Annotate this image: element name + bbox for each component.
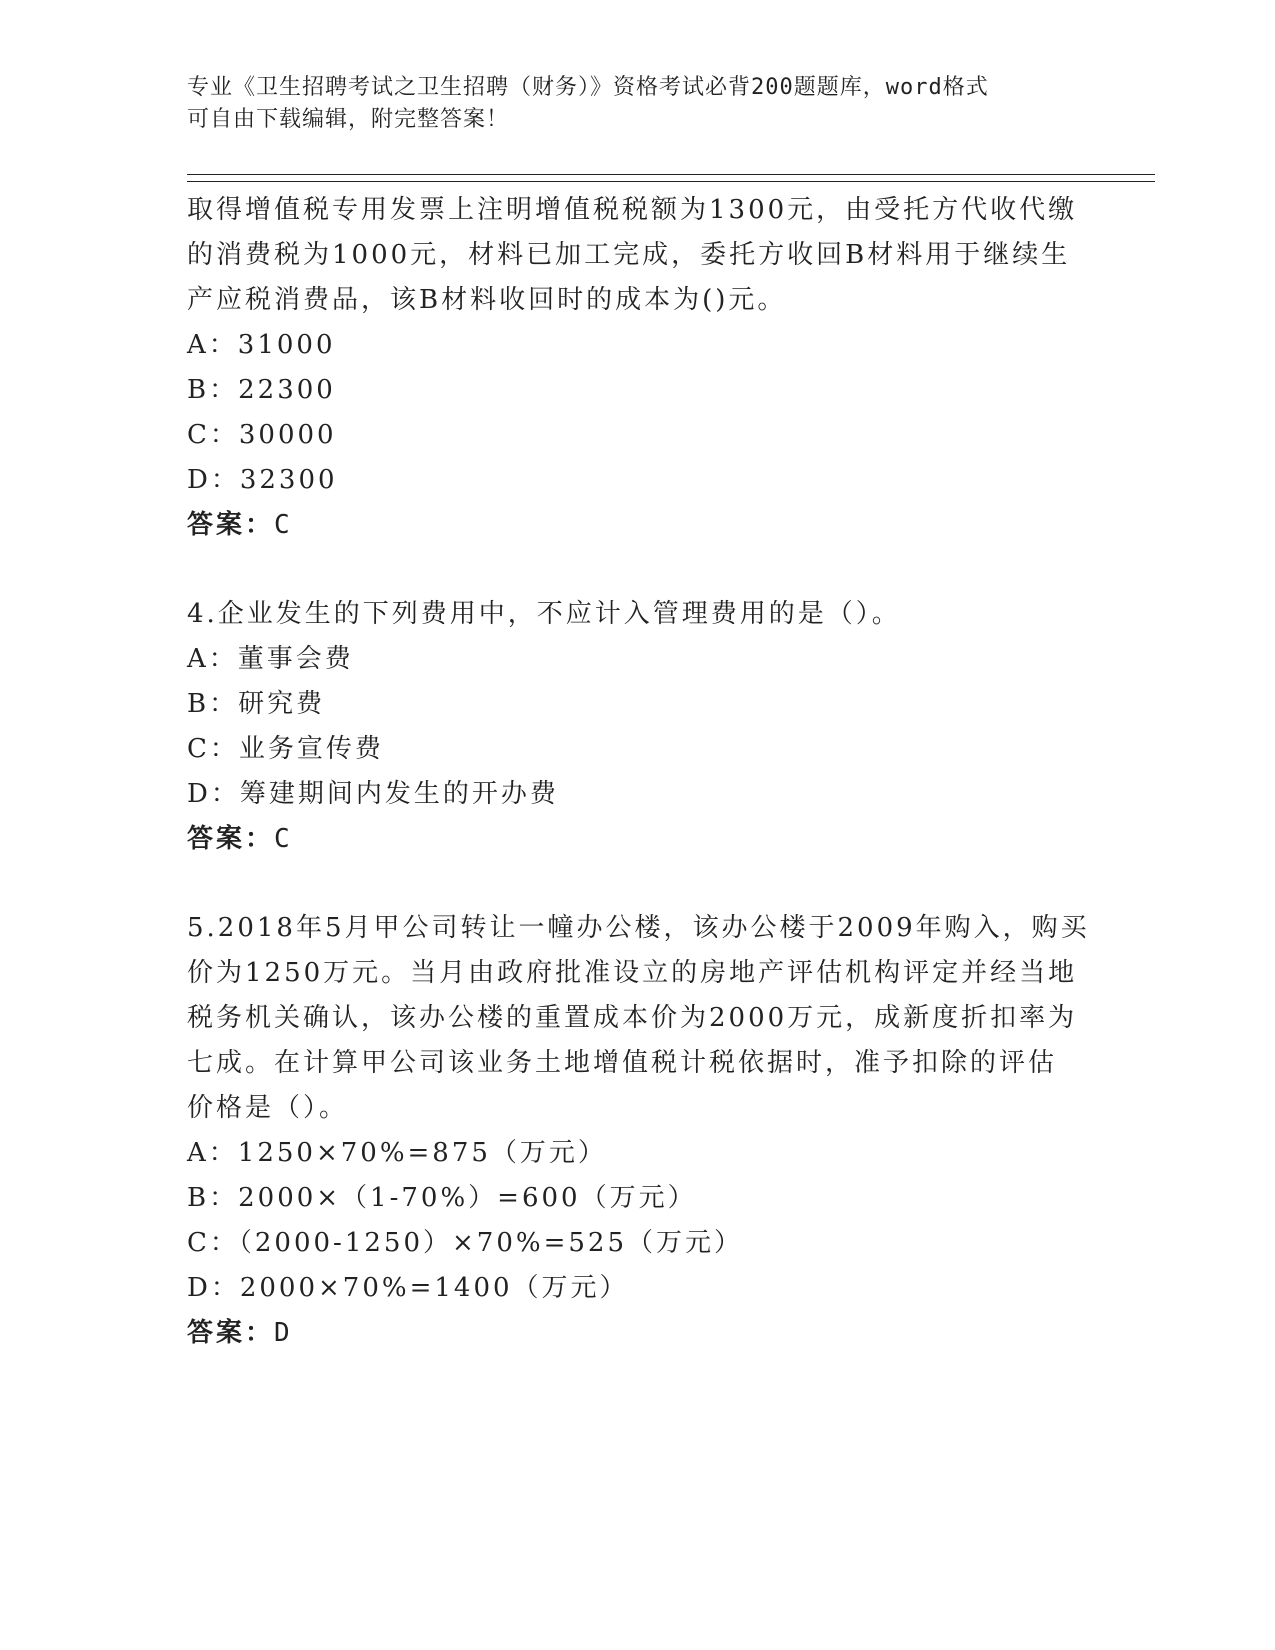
question-text-line: 价为1250万元。当月由政府批准设立的房地产评估机构评定并经当地 <box>187 958 1078 988</box>
question-text-line: 价格是（）。 <box>187 1093 349 1123</box>
option-b: B：研究费 <box>187 689 326 719</box>
answer-value: C <box>274 824 293 854</box>
header-divider-top <box>187 174 1155 175</box>
answer-value: C <box>274 510 293 540</box>
question-text-line: 5.2018年5月甲公司转让一幢办公楼，该办公楼于2009年购入，购买 <box>187 913 1090 943</box>
header-line-1: 专业《卫生招聘考试之卫生招聘（财务）》资格考试必背200题题库，word格式 <box>187 75 989 100</box>
question-text-line: 的消费税为1000元，材料已加工完成，委托方收回B材料用于继续生 <box>187 240 1071 270</box>
option-a: A：董事会费 <box>187 644 354 674</box>
answer-label: 答案： <box>187 824 275 854</box>
answer-label: 答案： <box>187 510 275 540</box>
spacer <box>187 862 1087 906</box>
answer-line <box>187 817 1087 862</box>
option-c: C：30000 <box>187 420 337 450</box>
question-5 <box>187 906 1090 1356</box>
header-line-2: 可自由下载编辑，附完整答案！ <box>187 107 510 132</box>
question-4 <box>187 592 1087 862</box>
question-text-line: 七成。在计算甲公司该业务土地增值税计税依据时，准予扣除的评估 <box>187 1048 1058 1078</box>
option-a: A：31000 <box>187 330 336 360</box>
option-d: D：32300 <box>187 465 338 495</box>
answer-value: D <box>274 1318 293 1348</box>
document-header <box>187 72 1087 136</box>
question-text-line: 4.企业发生的下列费用中，不应计入管理费用的是（）。 <box>187 599 901 629</box>
option-a: A：1250×70%=875（万元） <box>187 1138 607 1168</box>
question-text-line: 税务机关确认，该办公楼的重置成本价为2000万元，成新度折扣率为 <box>187 1003 1078 1033</box>
option-c: C：业务宣传费 <box>187 734 384 764</box>
option-b: B：22300 <box>187 375 336 405</box>
spacer <box>187 548 1087 592</box>
question-text-line: 取得增值税专用发票上注明增值税税额为1300元，由受托方代收代缴 <box>187 195 1078 225</box>
question-text-line: 产应税消费品，该B材料收回时的成本为()元。 <box>187 285 787 315</box>
option-c: C：（2000-1250）×70%=525（万元） <box>187 1228 744 1258</box>
header-divider-bottom <box>187 181 1155 182</box>
answer-line <box>187 1311 1087 1356</box>
answer-line <box>187 503 1087 548</box>
question-list <box>187 188 1090 1356</box>
option-d: D：2000×70%=1400（万元） <box>187 1273 629 1303</box>
option-b: B：2000×（1-70%）=600（万元） <box>187 1183 697 1213</box>
answer-label: 答案： <box>187 1318 275 1348</box>
question-3 <box>187 188 1087 548</box>
option-d: D：筹建期间内发生的开办费 <box>187 779 559 809</box>
